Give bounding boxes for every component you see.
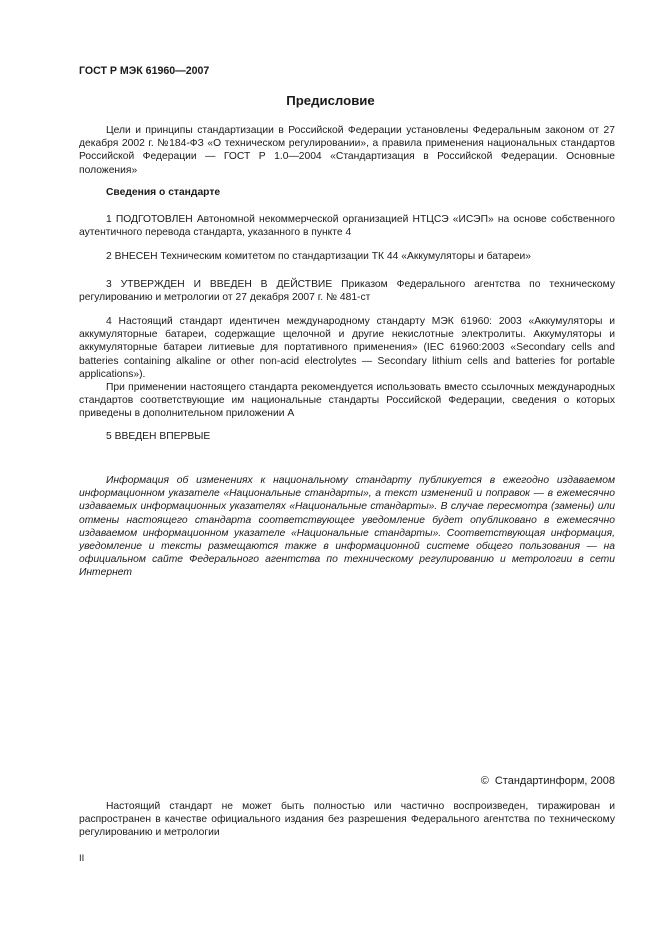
changes-notice [79,474,615,580]
page-number: II [79,853,85,864]
copyright-symbol: © [480,775,489,787]
item-2-text: 2 ВНЕСЕН Техническим комитетом по стандартизации ТК 44 «Аккумуляторы и батареи» [106,251,532,262]
item-1 [79,213,615,239]
page-title: Предисловие [286,93,375,108]
item-4 [79,315,615,421]
info-heading [79,186,615,199]
document-header: ГОСТ Р МЭК 61960—2007 [79,65,210,77]
reproduction-notice [79,800,615,840]
item-1-text: 1 ПОДГОТОВЛЕН Автономной некоммерческой организацией НТЦСЭ «ИСЭП» на основе собственного аутентичного перевода стандарта, указанного в пункте 4 [79,214,615,239]
reproduction-notice-text: Настоящий стандарт не может быть полностью или частично воспроизведен, тиражирован и распространен в качестве официального издания без разрешения Федерального агентства по техническому регулированию и метрологии [79,801,615,839]
intro-text: Цели и принципы стандартизации в Российской Федерации установлены Федеральным законом от 27 декабря 2002 г. №184-ФЗ «О техническом регулировании», а правила применения национальных стандартов Российской Федерации — ГОСТ Р 1.0—2004 «Стандартизация в Российской Федерации. Основные положения» [79,125,615,176]
copyright [481,775,615,787]
item-4-note: При применении настоящего стандарта рекомендуется использовать вместо ссылочных международных стандартов соответствующие им национальные стандарты Российской Федерации, сведения о которых приведены в дополнительном приложении А [79,382,615,420]
item-4-text: 4 Настоящий стандарт идентичен международному стандарту МЭК 61960: 2003 «Аккумуляторы и аккумуляторные батареи, содержащие щелочной и другие некислотные электролиты. Аккумуляторы и аккумуляторные батареи литиевые для портативного применения» (IEC 61960:2003 «Secondary cells and batteries containing alkaline or other non-acid electrolytes — Secondary lithium cells and batteries for portable applications»). [79,316,615,380]
item-3 [79,278,615,304]
item-2 [79,250,615,263]
intro-paragraph [79,124,615,177]
changes-notice-text: Информация об изменениях к национальному стандарту публикуется в ежегодно издаваемом информационном указателе «Национальные стандарты», а текст изменений и поправок — в ежемесячно издаваемых информационных указателях «Национальные стандарты». В случае пересмотра (замены) или отмены настоящего стандарта соответствующее уведомление будет опубликовано в ежемесячно издаваемом информационном указателе «Национальные стандарты». Соответствующая информация, уведомление и тексты размещаются также в информационной системе общего пользования — на официальном сайте Федерального агентства по техническому регулированию и метрологии в сети Интернет [79,475,615,579]
item-3-text: 3 УТВЕРЖДЕН И ВВЕДЕН В ДЕЙСТВИЕ Приказом Федерального агентства по техническому регулированию и метрологии от 27 декабря 2007 г. № 481-ст [79,279,615,304]
item-5 [79,430,615,443]
copyright-text: Стандартинформ, 2008 [494,775,615,787]
item-5-text: 5 ВВЕДЕН ВПЕРВЫЕ [106,431,211,442]
info-heading-text: Сведения о стандарте [106,187,221,198]
